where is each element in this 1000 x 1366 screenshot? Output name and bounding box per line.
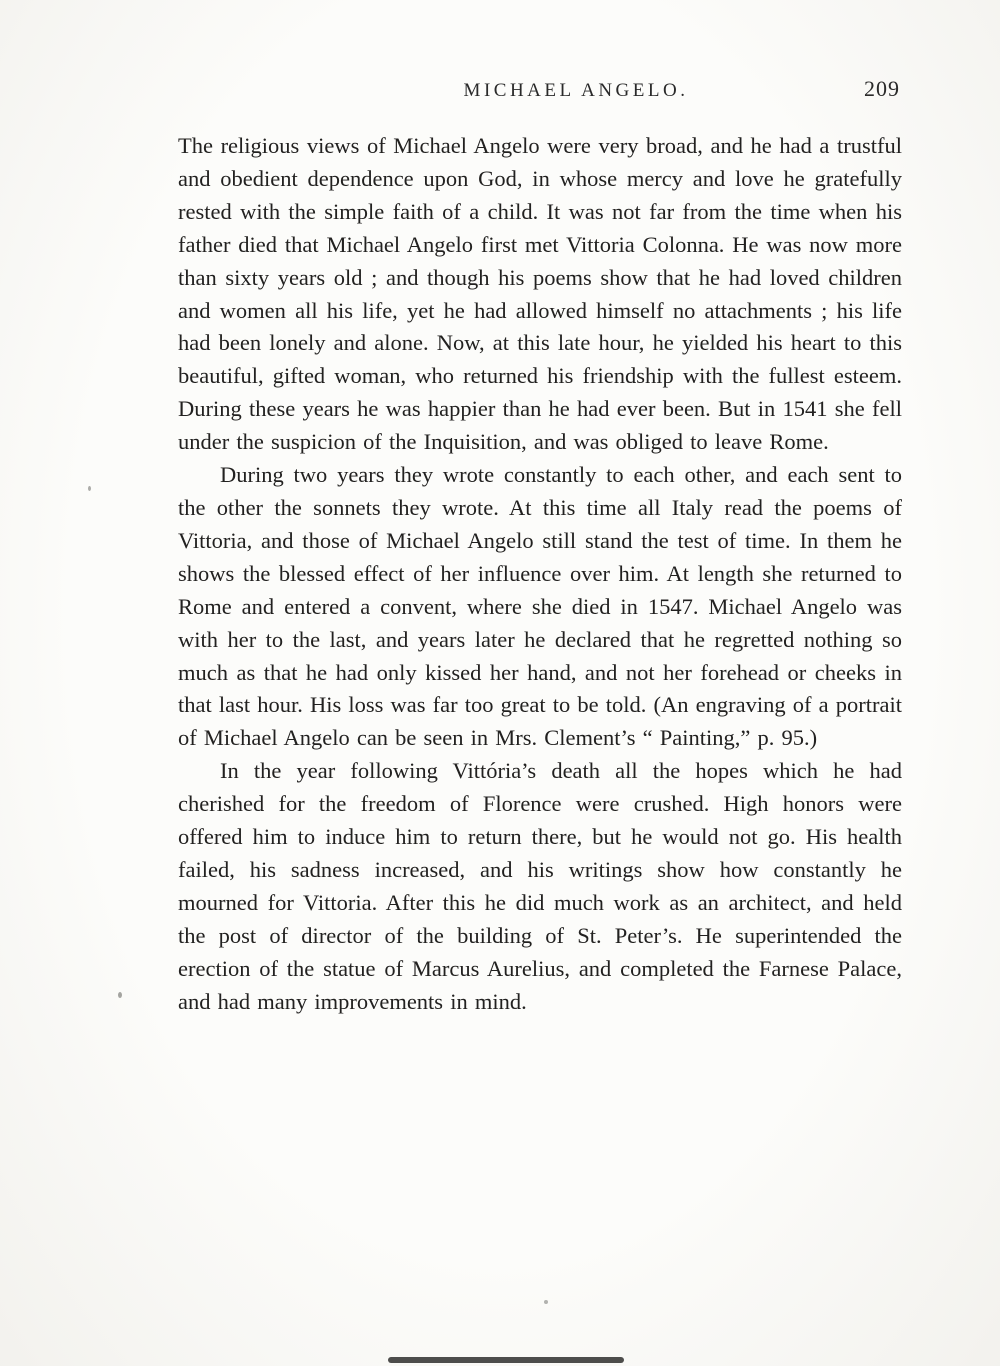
paragraph-2: During two years they wrote constantly to each other, and each sent to the other the sonnets they wrote. At this time all Italy read the poems of Vittoria, and those of Michael Angelo still stand the test of time. In them he shows the blessed effect of her influence over him. At length she returned to Rome and entered a convent, where she died in 1547. Michael Angelo was with her to the last, and years later he declared that he regretted nothing so much as that he had only kissed her hand, and not her forehead or cheeks in that last hour. His loss was far too great to be told. (An engraving of a portrait of Michael Angelo can be seen in Mrs. Clement’s “ Painting,” p. 95.) — [178, 462, 902, 751]
paragraph-3: In the year following Vittória’s death all the hopes which he had cherished for the freedom of Florence were crushed. High honors were offered him to induce him to return there, but he would not go. His health failed, his sadness increased, and his writings show how constantly he mourned for Vittoria. After this he did much work as an architect, and held the post of director of the building of St. Peter’s. He superintended the erection of the statue of Marcus Aurelius, and completed the Farnese Palace, and had many improvements in mind. — [178, 758, 902, 1014]
page-number: 209 — [864, 76, 900, 101]
scan-speck — [118, 992, 122, 998]
page-body-text — [178, 130, 902, 1018]
scan-speck — [544, 1300, 548, 1304]
scan-speck — [88, 486, 91, 491]
paragraph-1: The religious views of Michael Angelo were very broad, and he had a trustful and obedient dependence upon God, in whose mercy and love he gratefully rested with the simple faith of a child. It was not far from the time when his father died that Michael Angelo first met Vittoria Colonna. He was now more than sixty years old ; and though his poems show that he had loved children and women all his life, yet he had allowed himself no attachments ; his life had been lonely and alone. Now, at this late hour, he yielded his heart to this beautiful, gifted woman, who returned his friendship with the fullest esteem. During these years he was happier than he had ever been. But in 1541 she fell under the suspicion of the Inquisition, and was obliged to leave Rome. — [178, 133, 902, 455]
scan-artifact-line — [388, 1357, 624, 1363]
running-header-title: MICHAEL ANGELO. — [463, 80, 689, 101]
running-header — [178, 76, 900, 102]
